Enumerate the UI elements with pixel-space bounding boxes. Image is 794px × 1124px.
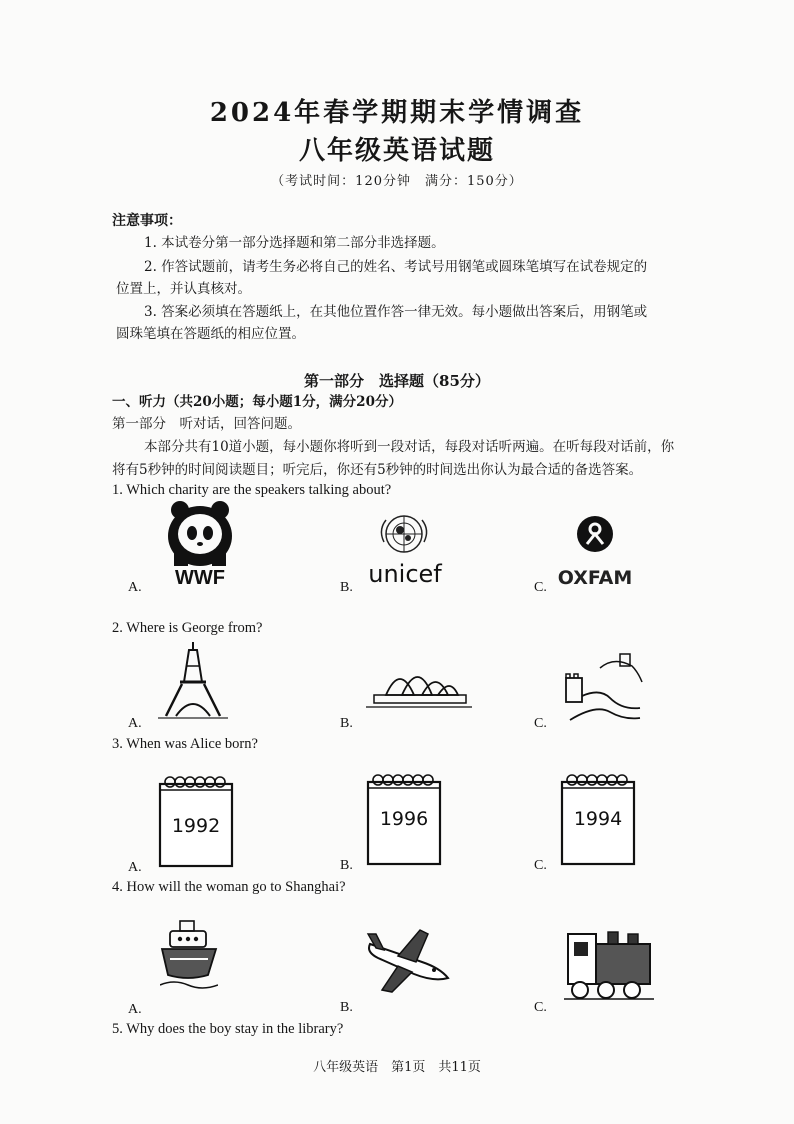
notice-title: 注意事项： (112, 213, 182, 229)
calendar-year-1996: 1996 (379, 808, 429, 830)
q1-option-c[interactable]: C. (534, 580, 547, 595)
wwf-logo-text: WWF (175, 567, 225, 589)
q2-option-a[interactable]: A. (128, 716, 142, 731)
eiffel-tower-icon (158, 640, 228, 720)
oxfam-logo-text: OXFAM (557, 567, 633, 589)
calendar-1994-icon (558, 772, 638, 868)
notice-item-2: 2. 作答试题前，请考生务必将自己的姓名、考试号用钢笔或圆珠笔填写在试卷规定的 (144, 259, 648, 275)
q4-option-c[interactable]: C. (534, 1000, 547, 1015)
unicef-logo-text: unicef (368, 560, 442, 588)
q1-option-a[interactable]: A. (128, 580, 142, 595)
notice-item-3-cont: 圆珠笔填在答题纸的相应位置。 (116, 326, 305, 342)
notice-item-3: 3. 答案必须填在答题纸上，在其他位置作答一律无效。每小题做出答案后，用钢笔或 (144, 304, 648, 320)
train-icon (560, 920, 658, 1002)
airplane-icon (364, 922, 452, 998)
question-5: 5. Why does the boy stay in the library? (112, 1021, 344, 1037)
oxfam-logo-icon (555, 510, 635, 590)
q4-option-b[interactable]: B. (340, 1000, 353, 1015)
calendar-year-1992: 1992 (171, 815, 221, 837)
q3-option-a[interactable]: A. (128, 860, 142, 875)
calendar-1996-icon (364, 772, 444, 868)
q1-option-b[interactable]: B. (340, 580, 353, 595)
sydney-opera-house-icon (366, 655, 472, 710)
notice-item-2-cont: 位置上，并认真核对。 (116, 281, 251, 297)
unicef-logo-icon (362, 510, 448, 590)
question-4: 4. How will the woman go to Shanghai? (112, 879, 346, 895)
q3-option-b[interactable]: B. (340, 858, 353, 873)
question-2: 2. Where is George from? (112, 620, 263, 636)
instructions-line-1: 本部分共有10道小题，每小题你将听到一段对话，每段对话听两遍。在听每段对话前，你 (144, 439, 675, 455)
exam-info: （考试时间：120分钟 满分：150分） (271, 174, 523, 189)
instructions-line-2: 将有5秒钟的时间阅读题目；听完后，你还有5秒钟的时间选出你认为最合适的备选答案。 (112, 462, 643, 478)
wwf-panda-icon (160, 500, 240, 590)
notice-item-1: 1. 本试卷分第一部分选择题和第二部分非选择题。 (144, 235, 445, 251)
exam-subtitle: 八年级英语试题 (298, 136, 495, 166)
ship-icon (160, 915, 218, 993)
listening-title: 一、听力（共20小题；每小题1分，满分20分） (112, 394, 402, 410)
calendar-1992-icon (156, 774, 236, 870)
q3-option-c[interactable]: C. (534, 858, 547, 873)
q4-option-a[interactable]: A. (128, 1002, 142, 1017)
page-footer: 八年级英语 第1页 共11页 (313, 1060, 481, 1075)
question-1: 1. Which charity are the speakers talking about? (112, 482, 392, 498)
q2-option-c[interactable]: C. (534, 716, 547, 731)
q2-option-b[interactable]: B. (340, 716, 353, 731)
great-wall-icon (560, 648, 644, 726)
listening-section-title: 第一部分 听对话，回答问题。 (112, 416, 301, 432)
calendar-year-1994: 1994 (573, 808, 623, 830)
exam-title: 2024年春学期期末学情调查 (209, 98, 585, 128)
part-one-title: 第一部分 选择题（85分） (304, 372, 490, 390)
question-3: 3. When was Alice born? (112, 736, 258, 752)
